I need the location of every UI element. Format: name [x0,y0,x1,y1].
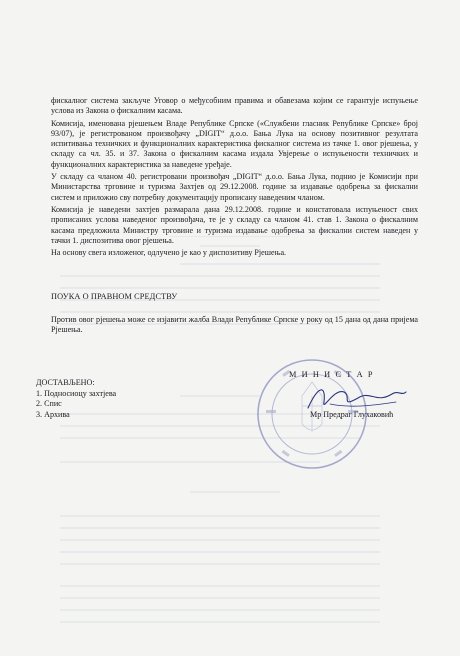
minister-title: М И Н И С Т А Р [289,370,375,379]
paragraph: Комисија је наведени захтјев размарала дана 29.12.2008. године и констатовала испуњеност свих прописаних услова наведеног произвођача, те је у складу са чланом 41. став 1. Закона о фискалним касама предложила Министру трговине и туризма издавање одобрења за фискални систем наведен у тачки 1. диспозитива овог рјешења. [51,204,418,245]
paragraph: У складу са чланом 40. регистровани произвођач „DIGIT“ д.о.о. Бања Лука, поднио је Комисији при Министарства трговине и туризма Захтјев од 29.12.2008. године за издавање одобрења за фискални систем и приложио сву потребну документацију прописану наведеним чланом. [51,172,418,202]
minister-name: Мр Предраг Глухаковић [310,410,394,419]
delivered-to-item: 1. Подносиоцу захтјева [36,388,117,398]
paragraph: На основу свега изложеног, одлучено је као у диспозитиву Рјешења. [51,248,287,258]
legal-remedy-text: Против овог рјешења може се изјавити жалба Влади Републике Српске у року од 15 дана од дана пријема Рјешења. [51,315,418,335]
paragraph: фискалног система закључе Уговор о међусобним правима и обавезама којим се гарантује испуњење услова из Закона о фискалним касама. [51,96,418,116]
delivered-to-heading: ДОСТАВЉЕНО: [36,378,95,387]
delivered-to-list [36,378,116,420]
delivered-to-item: 3. Архива [36,409,70,419]
legal-remedy-heading: ПОУКА О ПРАВНОМ СРЕДСТВУ [51,292,178,301]
decision-explanation [51,96,418,260]
paragraph: Комисија, именована рјешењем Владе Републике Српске («Службени гласник Републике Српске» број 93/07), је регистрованом произвођачу „DIGIT“ д.о.о. Бања Лука на основу позитивног резултата испитивања техничких и функционалних карактеристика фискалног система из тачке 1. овог рјешења, у складу са чл. 35. и 37. Закона о фискалним касама издала Увјерење о испуњености техничких и функционалних карактеристика за наведене уређаје. [51,118,418,169]
delivered-to-item: 2. Спис [36,399,62,408]
